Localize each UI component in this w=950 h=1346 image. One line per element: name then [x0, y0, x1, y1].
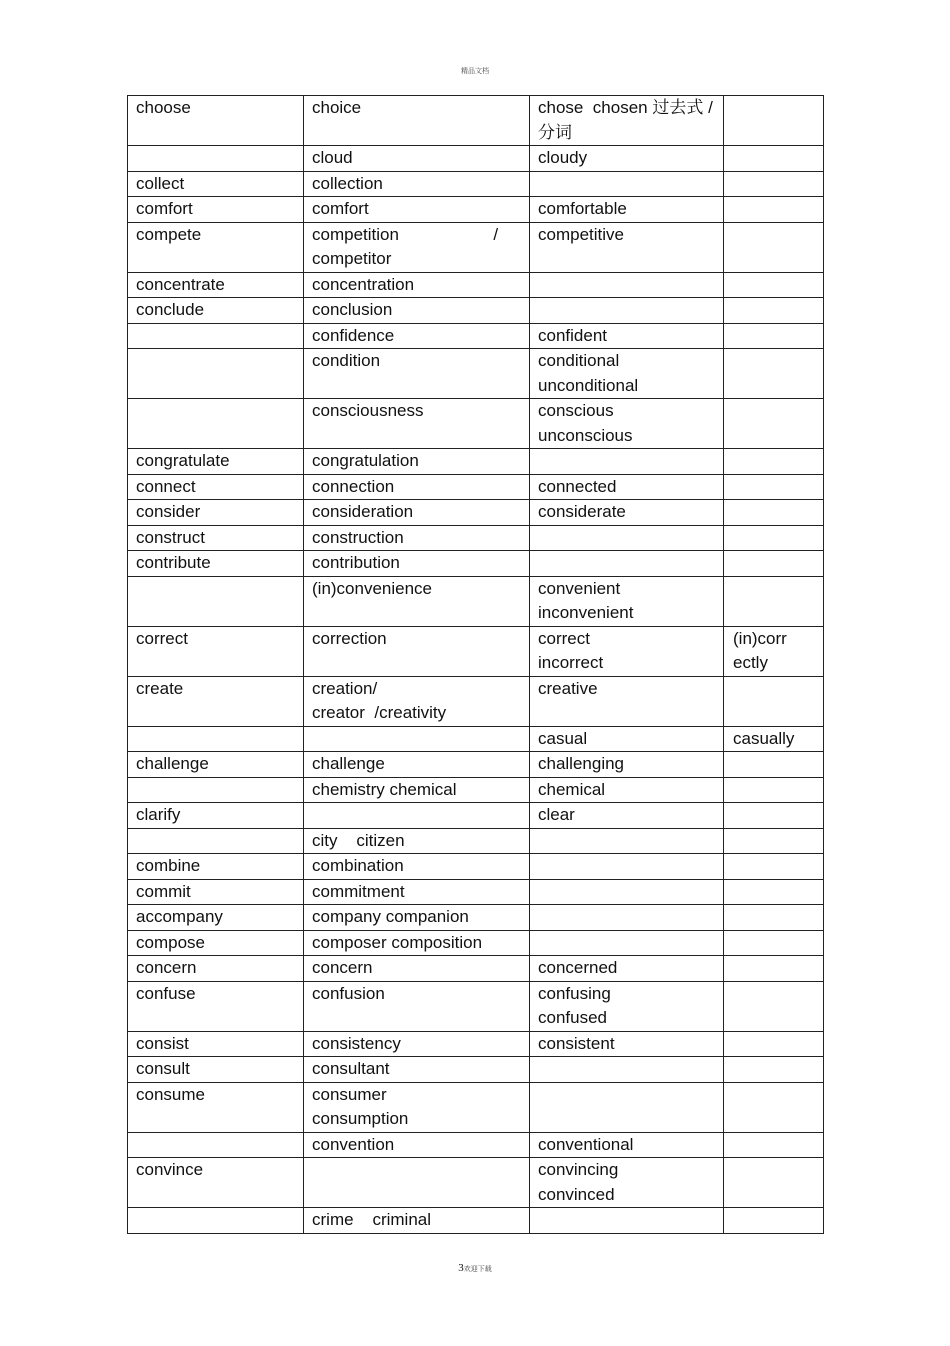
- table-row: [128, 449, 824, 475]
- table-row: [128, 752, 824, 778]
- verb-cell: consult: [128, 1057, 304, 1083]
- verb-cell: collect: [128, 171, 304, 197]
- adjective-cell: confident: [530, 323, 724, 349]
- adverb-cell: [724, 349, 824, 399]
- noun-cell: connection: [304, 474, 530, 500]
- adverb-cell: [724, 1031, 824, 1057]
- verb-cell: compose: [128, 930, 304, 956]
- noun-cell: combination: [304, 854, 530, 880]
- verb-cell: correct: [128, 626, 304, 676]
- verb-cell: [128, 777, 304, 803]
- adjective-cell: concerned: [530, 956, 724, 982]
- noun-cell: congratulation: [304, 449, 530, 475]
- adjective-cell: clear: [530, 803, 724, 829]
- noun-cell: convention: [304, 1132, 530, 1158]
- footer-text: 欢迎下载: [463, 1265, 492, 1273]
- adverb-cell: [724, 146, 824, 172]
- verb-cell: [128, 726, 304, 752]
- verb-cell: [128, 146, 304, 172]
- verb-cell: consider: [128, 500, 304, 526]
- noun-cell: condition: [304, 349, 530, 399]
- verb-cell: connect: [128, 474, 304, 500]
- verb-cell: [128, 1208, 304, 1234]
- table-row: [128, 1158, 824, 1208]
- adjective-cell: [530, 905, 724, 931]
- table-row: [128, 399, 824, 449]
- adverb-cell: [724, 1208, 824, 1234]
- adjective-cell: chemical: [530, 777, 724, 803]
- adjective-cell: conventional: [530, 1132, 724, 1158]
- noun-cell: creation/ creator /creativity: [304, 676, 530, 726]
- noun-cell: concern: [304, 956, 530, 982]
- page-footer: [0, 1262, 950, 1274]
- table-row: [128, 930, 824, 956]
- table-row: [128, 1082, 824, 1132]
- table-row: [128, 905, 824, 931]
- page-header: 精品文档: [461, 67, 489, 75]
- adjective-cell: [530, 1208, 724, 1234]
- table-row: [128, 981, 824, 1031]
- noun-cell: correction: [304, 626, 530, 676]
- verb-cell: contribute: [128, 551, 304, 577]
- table-row: [128, 726, 824, 752]
- table-row: [128, 1057, 824, 1083]
- adverb-cell: [724, 828, 824, 854]
- table-row: [128, 272, 824, 298]
- verb-cell: conclude: [128, 298, 304, 324]
- adjective-cell: competitive: [530, 222, 724, 272]
- adjective-cell: [530, 272, 724, 298]
- verb-cell: commit: [128, 879, 304, 905]
- adjective-cell: considerate: [530, 500, 724, 526]
- table-row: [128, 1208, 824, 1234]
- adjective-cell: correct incorrect: [530, 626, 724, 676]
- vocabulary-table: [127, 95, 824, 1234]
- adverb-cell: [724, 222, 824, 272]
- adjective-cell: comfortable: [530, 197, 724, 223]
- adverb-cell: [724, 525, 824, 551]
- table-row: [128, 551, 824, 577]
- adjective-cell: [530, 551, 724, 577]
- noun-cell: construction: [304, 525, 530, 551]
- adverb-cell: [724, 854, 824, 880]
- table-row: [128, 854, 824, 880]
- verb-cell: confuse: [128, 981, 304, 1031]
- table-row: [128, 298, 824, 324]
- table-row: [128, 474, 824, 500]
- adjective-cell: [530, 1082, 724, 1132]
- table-row: [128, 323, 824, 349]
- adverb-cell: [724, 956, 824, 982]
- adjective-cell: convenient inconvenient: [530, 576, 724, 626]
- adverb-cell: [724, 1158, 824, 1208]
- adverb-cell: [724, 576, 824, 626]
- adjective-cell: chose chosen 过去式 / 分词: [530, 96, 724, 146]
- adjective-cell: [530, 171, 724, 197]
- adverb-cell: [724, 551, 824, 577]
- table-row: [128, 146, 824, 172]
- noun-cell: contribution: [304, 551, 530, 577]
- adverb-cell: [724, 930, 824, 956]
- adjective-cell: [530, 449, 724, 475]
- adverb-cell: [724, 449, 824, 475]
- noun-cell: collection: [304, 171, 530, 197]
- noun-cell: composer composition: [304, 930, 530, 956]
- adverb-cell: [724, 500, 824, 526]
- noun-cell: confidence: [304, 323, 530, 349]
- verb-cell: combine: [128, 854, 304, 880]
- verb-cell: create: [128, 676, 304, 726]
- verb-cell: comfort: [128, 197, 304, 223]
- table-row: [128, 96, 824, 146]
- verb-cell: clarify: [128, 803, 304, 829]
- table-row: [128, 777, 824, 803]
- verb-cell: [128, 323, 304, 349]
- verb-cell: concentrate: [128, 272, 304, 298]
- adverb-cell: [724, 1057, 824, 1083]
- verb-cell: [128, 828, 304, 854]
- verb-cell: [128, 1132, 304, 1158]
- adjective-cell: casual: [530, 726, 724, 752]
- table-row: [128, 626, 824, 676]
- table-row: [128, 500, 824, 526]
- noun-cell: confusion: [304, 981, 530, 1031]
- adverb-cell: [724, 272, 824, 298]
- noun-cell: crime criminal: [304, 1208, 530, 1234]
- noun-cell: company companion: [304, 905, 530, 931]
- verb-cell: [128, 576, 304, 626]
- adjective-cell: [530, 828, 724, 854]
- adjective-cell: conditional unconditional: [530, 349, 724, 399]
- table-row: [128, 956, 824, 982]
- vocabulary-table-body: [128, 96, 824, 1234]
- verb-cell: consume: [128, 1082, 304, 1132]
- adverb-cell: [724, 1132, 824, 1158]
- adjective-cell: [530, 1057, 724, 1083]
- adjective-cell: [530, 879, 724, 905]
- adverb-cell: [724, 879, 824, 905]
- adjective-cell: connected: [530, 474, 724, 500]
- adverb-cell: [724, 981, 824, 1031]
- noun-cell: commitment: [304, 879, 530, 905]
- verb-cell: compete: [128, 222, 304, 272]
- adverb-cell: [724, 171, 824, 197]
- adjective-cell: [530, 298, 724, 324]
- noun-cell: conclusion: [304, 298, 530, 324]
- noun-cell: chemistry chemical: [304, 777, 530, 803]
- adverb-cell: [724, 474, 824, 500]
- adverb-cell: [724, 197, 824, 223]
- verb-cell: concern: [128, 956, 304, 982]
- adverb-cell: [724, 1082, 824, 1132]
- adjective-cell: cloudy: [530, 146, 724, 172]
- table-row: [128, 828, 824, 854]
- table-row: [128, 222, 824, 272]
- noun-cell: (in)convenience: [304, 576, 530, 626]
- noun-cell: consciousness: [304, 399, 530, 449]
- table-row: [128, 803, 824, 829]
- verb-cell: consist: [128, 1031, 304, 1057]
- noun-cell: city citizen: [304, 828, 530, 854]
- noun-cell: concentration: [304, 272, 530, 298]
- noun-cell: competition / competitor: [304, 222, 530, 272]
- noun-cell: [304, 1158, 530, 1208]
- adverb-cell: [724, 399, 824, 449]
- table-row: [128, 1031, 824, 1057]
- verb-cell: congratulate: [128, 449, 304, 475]
- table-row: [128, 525, 824, 551]
- adjective-cell: [530, 854, 724, 880]
- adjective-cell: [530, 525, 724, 551]
- noun-cell: consultant: [304, 1057, 530, 1083]
- noun-cell: consumer consumption: [304, 1082, 530, 1132]
- adverb-cell: [724, 803, 824, 829]
- noun-cell: consistency: [304, 1031, 530, 1057]
- adjective-cell: confusing confused: [530, 981, 724, 1031]
- adverb-cell: casually: [724, 726, 824, 752]
- adjective-cell: convincing convinced: [530, 1158, 724, 1208]
- noun-cell: cloud: [304, 146, 530, 172]
- verb-cell: convince: [128, 1158, 304, 1208]
- adverb-cell: [724, 298, 824, 324]
- table-row: [128, 676, 824, 726]
- adjective-cell: consistent: [530, 1031, 724, 1057]
- table-row: [128, 1132, 824, 1158]
- verb-cell: accompany: [128, 905, 304, 931]
- adjective-cell: creative: [530, 676, 724, 726]
- table-row: [128, 879, 824, 905]
- verb-cell: construct: [128, 525, 304, 551]
- table-row: [128, 349, 824, 399]
- noun-cell: comfort: [304, 197, 530, 223]
- adverb-cell: [724, 676, 824, 726]
- adjective-cell: challenging: [530, 752, 724, 778]
- table-row: [128, 171, 824, 197]
- verb-cell: choose: [128, 96, 304, 146]
- verb-cell: [128, 349, 304, 399]
- adverb-cell: [724, 777, 824, 803]
- table-row: [128, 576, 824, 626]
- adjective-cell: [530, 930, 724, 956]
- adverb-cell: [724, 96, 824, 146]
- noun-cell: challenge: [304, 752, 530, 778]
- adverb-cell: [724, 323, 824, 349]
- noun-cell: [304, 726, 530, 752]
- adverb-cell: [724, 752, 824, 778]
- adverb-cell: [724, 905, 824, 931]
- table-row: [128, 197, 824, 223]
- adjective-cell: conscious unconscious: [530, 399, 724, 449]
- noun-cell: [304, 803, 530, 829]
- noun-cell: choice: [304, 96, 530, 146]
- adverb-cell: (in)corr ectly: [724, 626, 824, 676]
- page-number: 3: [458, 1262, 464, 1274]
- verb-cell: [128, 399, 304, 449]
- verb-cell: challenge: [128, 752, 304, 778]
- noun-cell: consideration: [304, 500, 530, 526]
